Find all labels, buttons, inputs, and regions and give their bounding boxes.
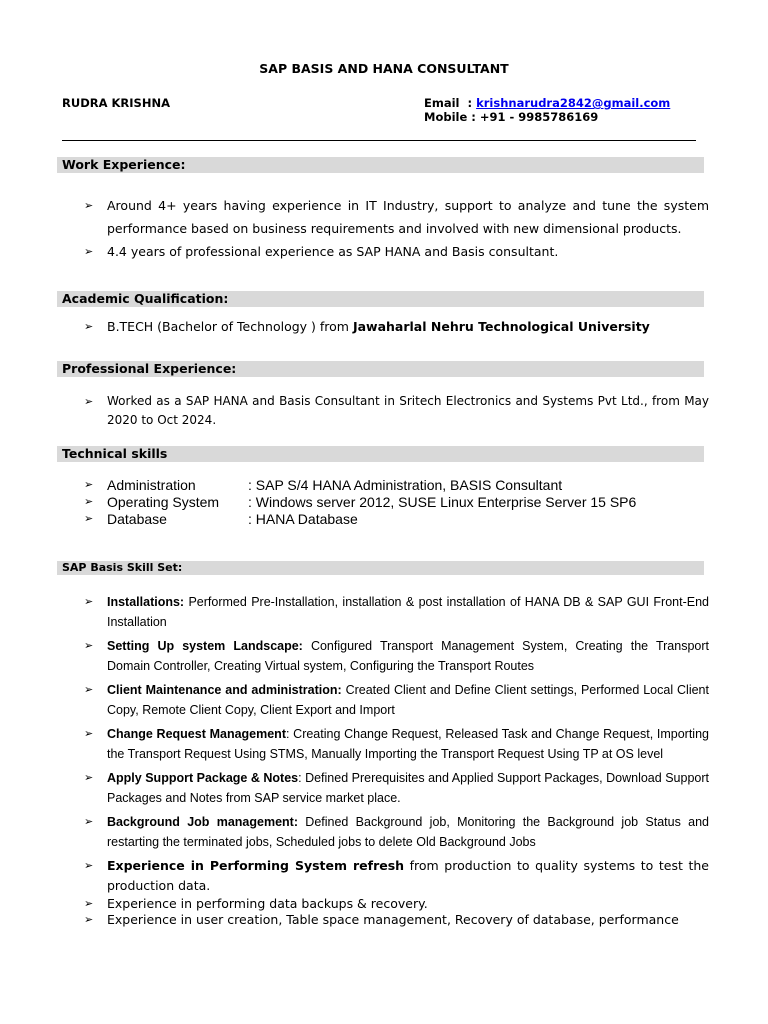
list-item: ➢ Background Job management: Defined Background job, Monitoring the Background job Status and restarting the terminated jobs, Scheduled jobs to delete Old Background Jobs — [84, 812, 709, 852]
list-item — [84, 477, 709, 494]
arrow-bullet-icon: ➢ — [84, 772, 94, 784]
technical-list — [84, 477, 709, 528]
technical-heading: Technical skills — [57, 446, 704, 462]
list-item: ➢ Installations: Performed Pre-Installation, installation & post installation of HANA DB & SAP GUI Front-End Installation — [84, 592, 709, 632]
work-experience-list — [84, 194, 709, 263]
arrow-bullet-icon: ➢ — [84, 640, 94, 652]
arrow-bullet-icon: ➢ — [84, 479, 94, 491]
academic-list — [84, 315, 709, 338]
arrow-bullet-icon: ➢ — [84, 395, 94, 408]
list-item: ➢ Experience in user creation, Table space management, Recovery of database, performance — [84, 912, 679, 927]
email-link[interactable]: krishnarudra2842@gmail.com — [476, 96, 671, 110]
extra-skills-list — [84, 856, 709, 928]
professional-list — [84, 392, 709, 430]
skill-value: : HANA Database — [248, 511, 358, 527]
list-item: ➢ Change Request Management: Creating Change Request, Released Task and Change Request, Importing the Transport Request Using STMS, Manually Importing the Transport Request Using TP at OS level — [84, 724, 709, 764]
list-item: ➢ Setting Up system Landscape: Configured Transport Management System, Creating the Transport Domain Controller, Creating Virtual system, Configuring the Transport Routes — [84, 636, 709, 676]
skill-value: : SAP S/4 HANA Administration, BASIS Consultant — [248, 477, 563, 493]
arrow-bullet-icon: ➢ — [84, 199, 94, 212]
list-item: ➢ Experience in Performing System refresh from production to quality systems to test the production data. — [84, 858, 709, 893]
basis-skills-heading: SAP Basis Skill Set: — [57, 561, 704, 575]
arrow-bullet-icon: ➢ — [84, 913, 94, 926]
arrow-bullet-icon: ➢ — [84, 496, 94, 508]
professional-heading: Professional Experience: — [57, 361, 704, 377]
email-line — [424, 96, 670, 110]
arrow-bullet-icon: ➢ — [84, 684, 94, 696]
list-item: ➢ Apply Support Package & Notes: Defined Prerequisites and Applied Support Packages, Download Support Packages and Notes from SAP service market place. — [84, 768, 709, 808]
list-item: ➢ 4.4 years of professional experience as SAP HANA and Basis consultant. — [84, 240, 709, 263]
skill-label: Database — [107, 511, 167, 527]
arrow-bullet-icon: ➢ — [84, 320, 94, 333]
degree-text: B.TECH (Bachelor of Technology ) from — [107, 319, 353, 334]
email-label: Email : — [424, 96, 477, 110]
skill-label: Operating System — [107, 494, 220, 510]
header-divider — [62, 140, 696, 141]
mobile-line: Mobile : +91 - 9985786169 — [424, 110, 599, 124]
university-name: Jawaharlal Nehru Technological University — [352, 319, 650, 334]
basis-skills-list — [84, 592, 709, 856]
arrow-bullet-icon: ➢ — [84, 728, 94, 740]
resume-title: SAP BASIS AND HANA CONSULTANT — [259, 61, 509, 76]
academic-heading: Academic Qualification: — [57, 291, 704, 307]
list-item — [84, 494, 709, 511]
list-item: ➢ Around 4+ years having experience in IT Industry, support to analyze and tune the system performance based on business requirements and involved with new dimensional products. — [84, 194, 709, 240]
contact-block — [424, 96, 670, 124]
arrow-bullet-icon: ➢ — [84, 513, 94, 525]
work-experience-heading: Work Experience: — [57, 157, 704, 173]
arrow-bullet-icon: ➢ — [84, 816, 94, 828]
skill-label: Administration — [107, 477, 196, 493]
list-item — [84, 511, 709, 528]
arrow-bullet-icon: ➢ — [84, 596, 94, 608]
arrow-bullet-icon: ➢ — [84, 245, 94, 258]
list-item — [84, 315, 709, 338]
skill-value: : Windows server 2012, SUSE Linux Enterprise Server 15 SP6 — [248, 494, 637, 510]
arrow-bullet-icon: ➢ — [84, 897, 94, 910]
list-item: ➢ Client Maintenance and administration: Created Client and Define Client settings, Performed Local Client Copy, Remote Client Copy, Client Export and Import — [84, 680, 709, 720]
list-item: ➢ Worked as a SAP HANA and Basis Consultant in Sritech Electronics and Systems Pvt Ltd., from May 2020 to Oct 2024. — [84, 394, 709, 427]
arrow-bullet-icon: ➢ — [84, 859, 94, 872]
candidate-name: RUDRA KRISHNA — [62, 96, 170, 110]
list-item: ➢ Experience in performing data backups & recovery. — [84, 896, 428, 911]
